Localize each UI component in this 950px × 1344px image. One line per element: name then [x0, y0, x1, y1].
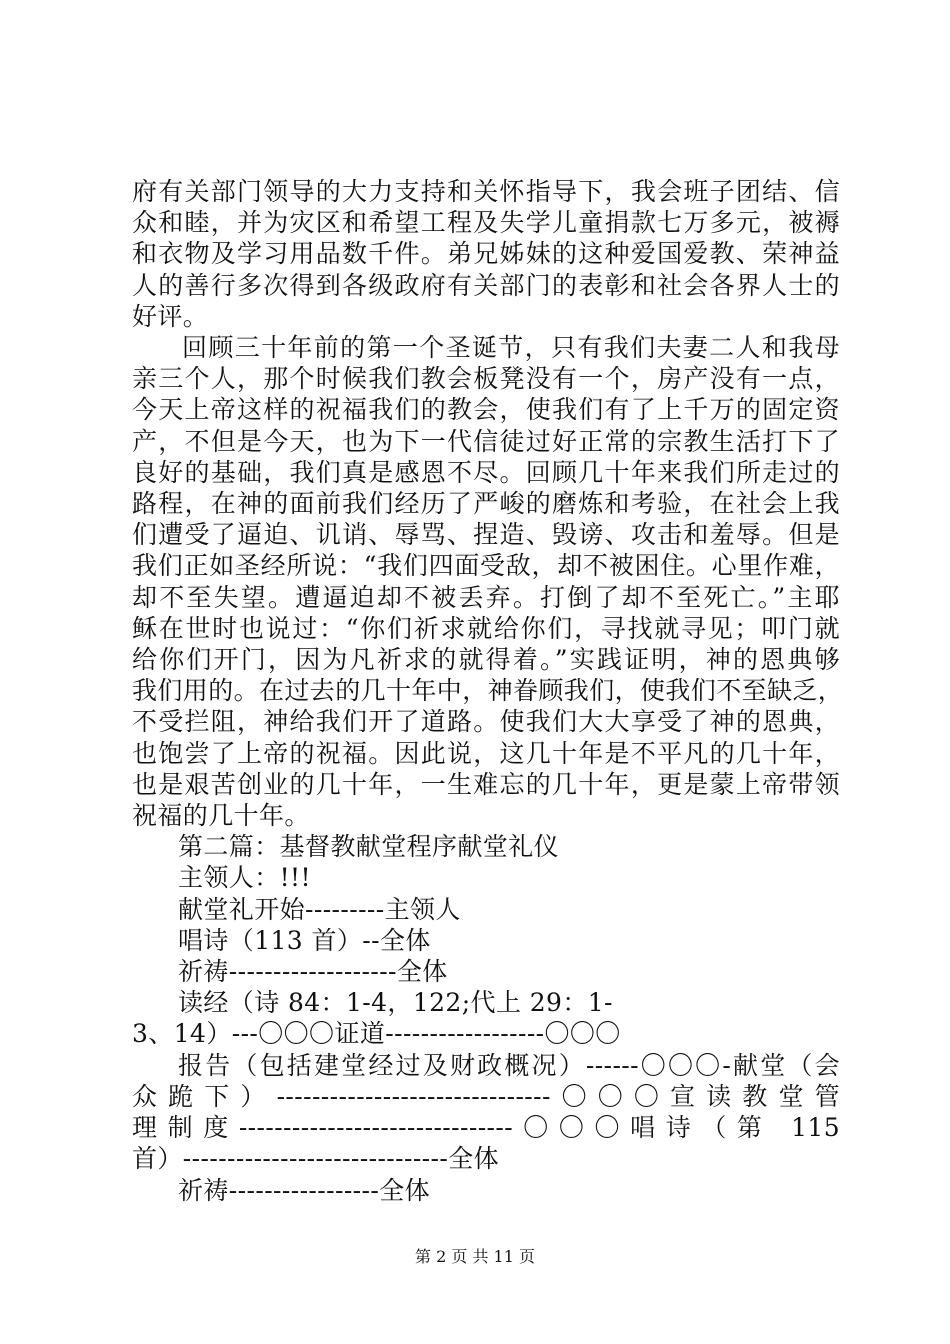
text-line: 府有关部门领导的大力支持和关怀指导下，我会班子团结、信	[132, 177, 840, 206]
document-body	[132, 176, 844, 1206]
text-line: 路程，在神的面前我们经历了严峻的磨炼和考验，在社会上我	[132, 489, 840, 519]
program-item: 祈祷-------------------全体	[178, 957, 448, 987]
page-number-footer: 第 2 页 共 11 页	[415, 1247, 535, 1266]
text-line: 良好的基础，我们真是感恩不尽。回顾几十年来我们所走过的	[132, 457, 840, 487]
text-line: 今天上帝这样的祝福我们的教会，使我们有了上千万的固定资	[132, 395, 840, 425]
text-line: 我们正如圣经所说：“我们四面受敌，却不被困住。心里作难，	[132, 551, 840, 581]
program-item: 3、14）---〇〇〇证道------------------〇〇〇	[132, 1019, 621, 1049]
report-section	[132, 1050, 840, 1206]
program-item: 众跪下）-------------------------------〇〇〇宣读教堂管	[132, 1081, 840, 1111]
program-item: 祈祷-----------------全体	[178, 1175, 431, 1205]
program-item: 首）------------------------------全体	[132, 1144, 500, 1174]
text-line: 不受拦阻，神给我们开了道路。使我们大大享受了神的恩典，	[132, 707, 840, 737]
program-item: 主领人：!!!	[178, 863, 311, 893]
paragraph-2	[132, 332, 844, 831]
section-title: 第二篇：基督教献堂程序献堂礼仪	[178, 832, 560, 862]
text-line: 们遭受了逼迫、讥诮、辱骂、捏造、毁谤、攻击和羞辱。但是	[132, 520, 840, 550]
text-line: 给你们开门，因为凡祈求的就得着。”实践证明，神的恩典够	[132, 645, 840, 675]
text-line: 好评。	[132, 301, 209, 331]
text-line: 回顾三十年前的第一个圣诞节，只有我们夫妻二人和我母	[182, 333, 840, 363]
text-line: 我们用的。在过去的几十年中，神眷顾我们，使我们不至缺乏，	[132, 676, 844, 706]
program-item: 理制度-------------------------------〇〇〇唱诗（第 115	[132, 1113, 840, 1143]
text-line: 人的善行多次得到各级政府有关部门的表彰和社会各界人士的	[132, 270, 840, 300]
program-item: 唱诗（113 首）--全体	[178, 925, 431, 955]
text-line: 祝福的几十年。	[132, 801, 310, 831]
program-item: 献堂礼开始---------主领人	[178, 894, 461, 924]
program-item: 读经（诗 84：1-4，122;代上 29：1-	[178, 988, 613, 1018]
text-line: 却不至失望。遭逼迫却不被丢弃。打倒了却不至死亡。”主耶	[132, 582, 840, 612]
text-line: 也饱尝了上帝的祝福。因此说，这几十年是不平凡的几十年，	[132, 738, 840, 768]
text-line: 众和睦，并为灾区和希望工程及失学儿童捐款七万多元，被褥	[132, 208, 840, 238]
text-line: 也是艰苦创业的几十年，一生难忘的几十年，更是蒙上帝带领	[132, 769, 840, 799]
text-line: 和衣物及学习用品数千件。弟兄姊妹的这种爱国爱教、荣神益	[132, 239, 840, 269]
text-line: 稣在世时也说过：“你们祈求就给你们，寻找就寻见；叩门就	[132, 613, 840, 643]
text-line: 产，不但是今天，也为下一代信徒过好正常的宗教生活打下了	[132, 426, 840, 456]
text-line: 亲三个人，那个时候我们教会板凳没有一个，房产没有一点，	[132, 364, 840, 394]
program-section	[132, 831, 840, 1049]
paragraph-1	[132, 176, 840, 332]
program-item: 报告（包括建堂经过及财政概况）------〇〇〇-献堂（会	[178, 1050, 840, 1080]
